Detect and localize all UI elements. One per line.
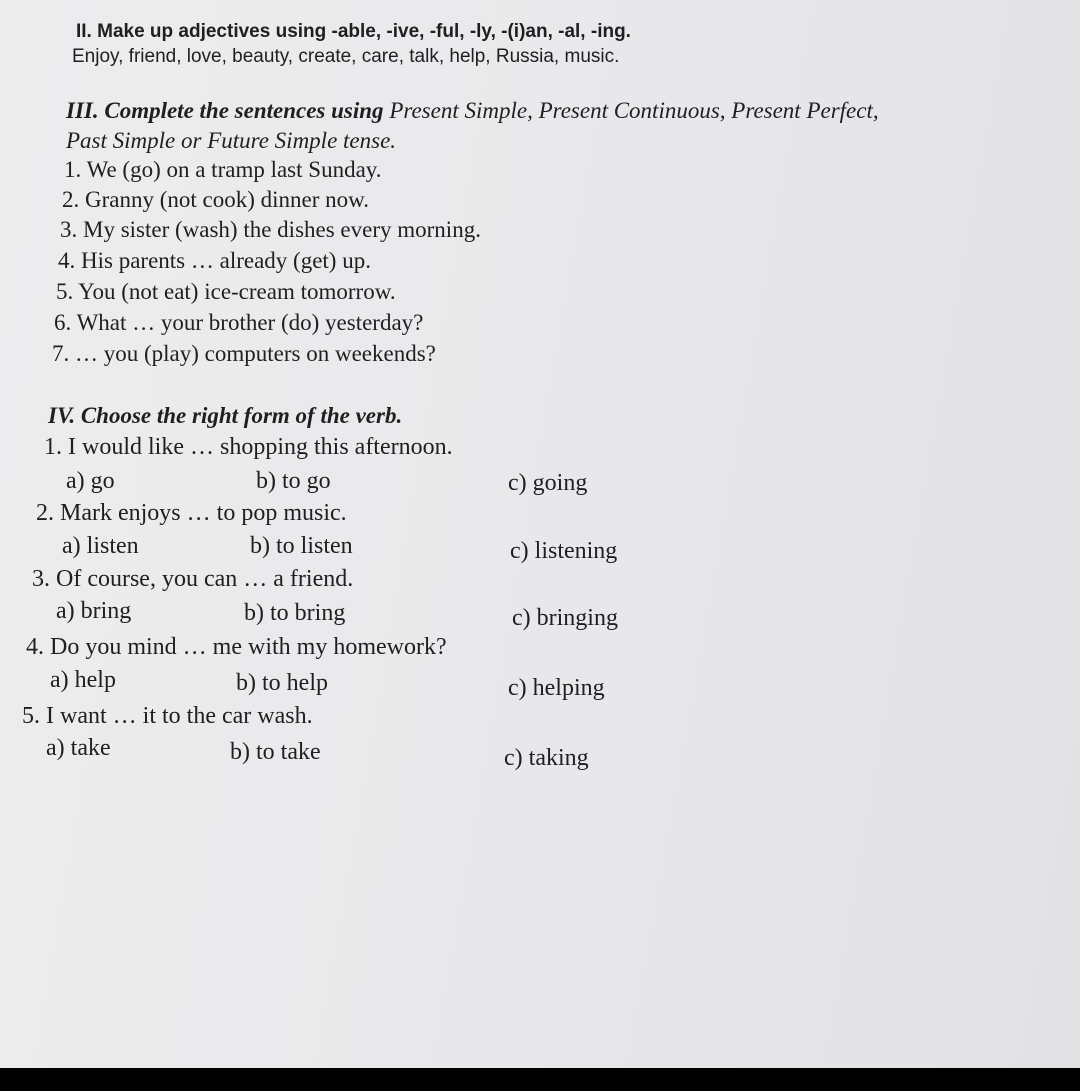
option-a: a) listen: [62, 533, 139, 559]
section-2-words: Enjoy, friend, love, beauty, create, care, talk, help, Russia, music.: [72, 46, 620, 67]
section-3-item: 5. You (not eat) ice-cream tomorrow.: [56, 279, 396, 304]
section-3-title-tenses: Present Simple, Present Continuous, Present Perfect,: [389, 98, 879, 123]
option-b: b) to help: [236, 670, 328, 696]
option-b: b) to bring: [244, 600, 346, 626]
option-b: b) to listen: [250, 533, 353, 559]
option-c: c) helping: [508, 675, 605, 701]
section-3-item: 1. We (go) on a tramp last Sunday.: [64, 157, 382, 182]
option-a: a) go: [66, 468, 115, 494]
section-3-item: 3. My sister (wash) the dishes every morning.: [60, 217, 481, 242]
option-c: c) bringing: [512, 605, 618, 631]
section-3-item: 2. Granny (not cook) dinner now.: [62, 187, 370, 212]
section-3-title-bold: III. Complete the sentences using: [66, 98, 384, 123]
section-4-title: IV. Choose the right form of the verb.: [48, 403, 403, 428]
option-c: c) taking: [504, 745, 589, 771]
section-3-item: 4. His parents … already (get) up.: [58, 248, 371, 273]
bottom-black-bar: [0, 1068, 1080, 1091]
section-3-item: 6. What … your brother (do) yesterday?: [54, 310, 424, 335]
option-a: a) take: [46, 735, 111, 761]
option-a: a) bring: [56, 598, 132, 624]
option-c: c) going: [508, 470, 588, 496]
option-c: c) listening: [510, 538, 618, 564]
section-3-title: [66, 98, 879, 124]
question-text: 5. I want … it to the car wash.: [22, 703, 313, 729]
question-text: 2. Mark enjoys … to pop music.: [36, 500, 347, 526]
question-text: 4. Do you mind … me with my homework?: [26, 634, 447, 660]
section-3-title-line2: Past Simple or Future Simple tense.: [66, 128, 397, 153]
section-3-item: 7. … you (play) computers on weekends?: [52, 341, 436, 366]
option-b: b) to take: [230, 739, 321, 765]
option-b: b) to go: [256, 468, 331, 494]
question-text: 1. I would like … shopping this afternoon.: [44, 434, 453, 460]
option-a: a) help: [50, 667, 116, 693]
question-text: 3. Of course, you can … a friend.: [32, 566, 354, 592]
section-2-title: II. Make up adjectives using -able, -ive, -ful, -ly, -(i)an, -al, -ing.: [76, 21, 631, 42]
